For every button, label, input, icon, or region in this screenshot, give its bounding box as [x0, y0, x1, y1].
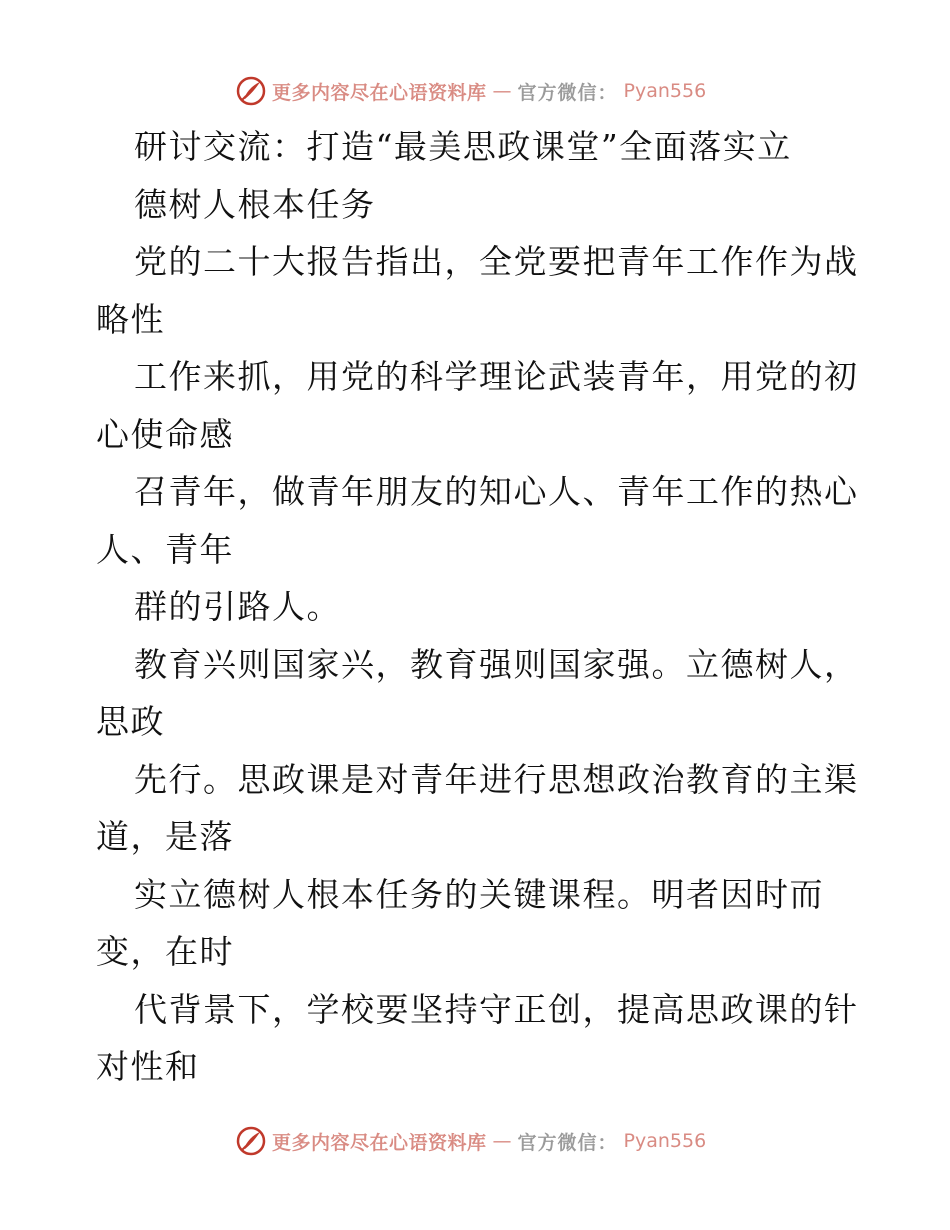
text-line: 教育兴则国家兴，教育强则国家强。立德树人， [134, 644, 859, 684]
text-line: 召青年，做青年朋友的知心人、青年工作的热心 [134, 472, 859, 511]
watermark-wechat-label: 官方微信： [517, 1131, 618, 1154]
text-line: 道，是落 [96, 817, 234, 856]
text-line: 变，在时 [96, 932, 234, 971]
watermark-main-text: 更多内容尽在心语资料库 [272, 1131, 487, 1154]
text-line: 人、青年 [96, 529, 234, 569]
feather-pen-icon [236, 76, 266, 106]
footer-watermark [236, 1124, 706, 1158]
text-line: 德树人根本任务 [134, 184, 376, 224]
document-body [96, 118, 876, 1096]
text-line: 群的引路人。 [134, 587, 341, 626]
watermark-separator: — [492, 80, 512, 102]
text-line: 对性和 [96, 1047, 200, 1086]
watermark-main-text: 更多内容尽在心语资料库 [272, 81, 487, 104]
text-line: 实立德树人根本任务的关键课程。明者因时而 [134, 874, 824, 914]
watermark-wechat-id: Pyan556 [623, 80, 707, 102]
header-watermark [236, 74, 706, 108]
watermark-separator: — [492, 1130, 512, 1152]
watermark-wechat-label: 官方微信： [517, 81, 618, 104]
text-line: 先行。思政课是对青年进行思想政治教育的主渠 [134, 759, 859, 799]
feather-pen-icon [236, 1126, 266, 1156]
text-line: 党的二十大报告指出，全党要把青年工作作为战 [134, 242, 859, 281]
text-line: 思政 [96, 702, 165, 741]
watermark-wechat-id: Pyan556 [623, 1130, 707, 1152]
text-line: 工作来抓，用党的科学理论武装青年，用党的初 [134, 357, 859, 396]
text-line: 代背景下，学校要坚持守正创，提高思政课的针 [134, 989, 859, 1029]
text-line: 略性 [96, 299, 165, 339]
text-line: 研讨交流：打造“最美思政课堂”全面落实立 [134, 127, 792, 166]
text-line: 心使命感 [96, 414, 234, 454]
